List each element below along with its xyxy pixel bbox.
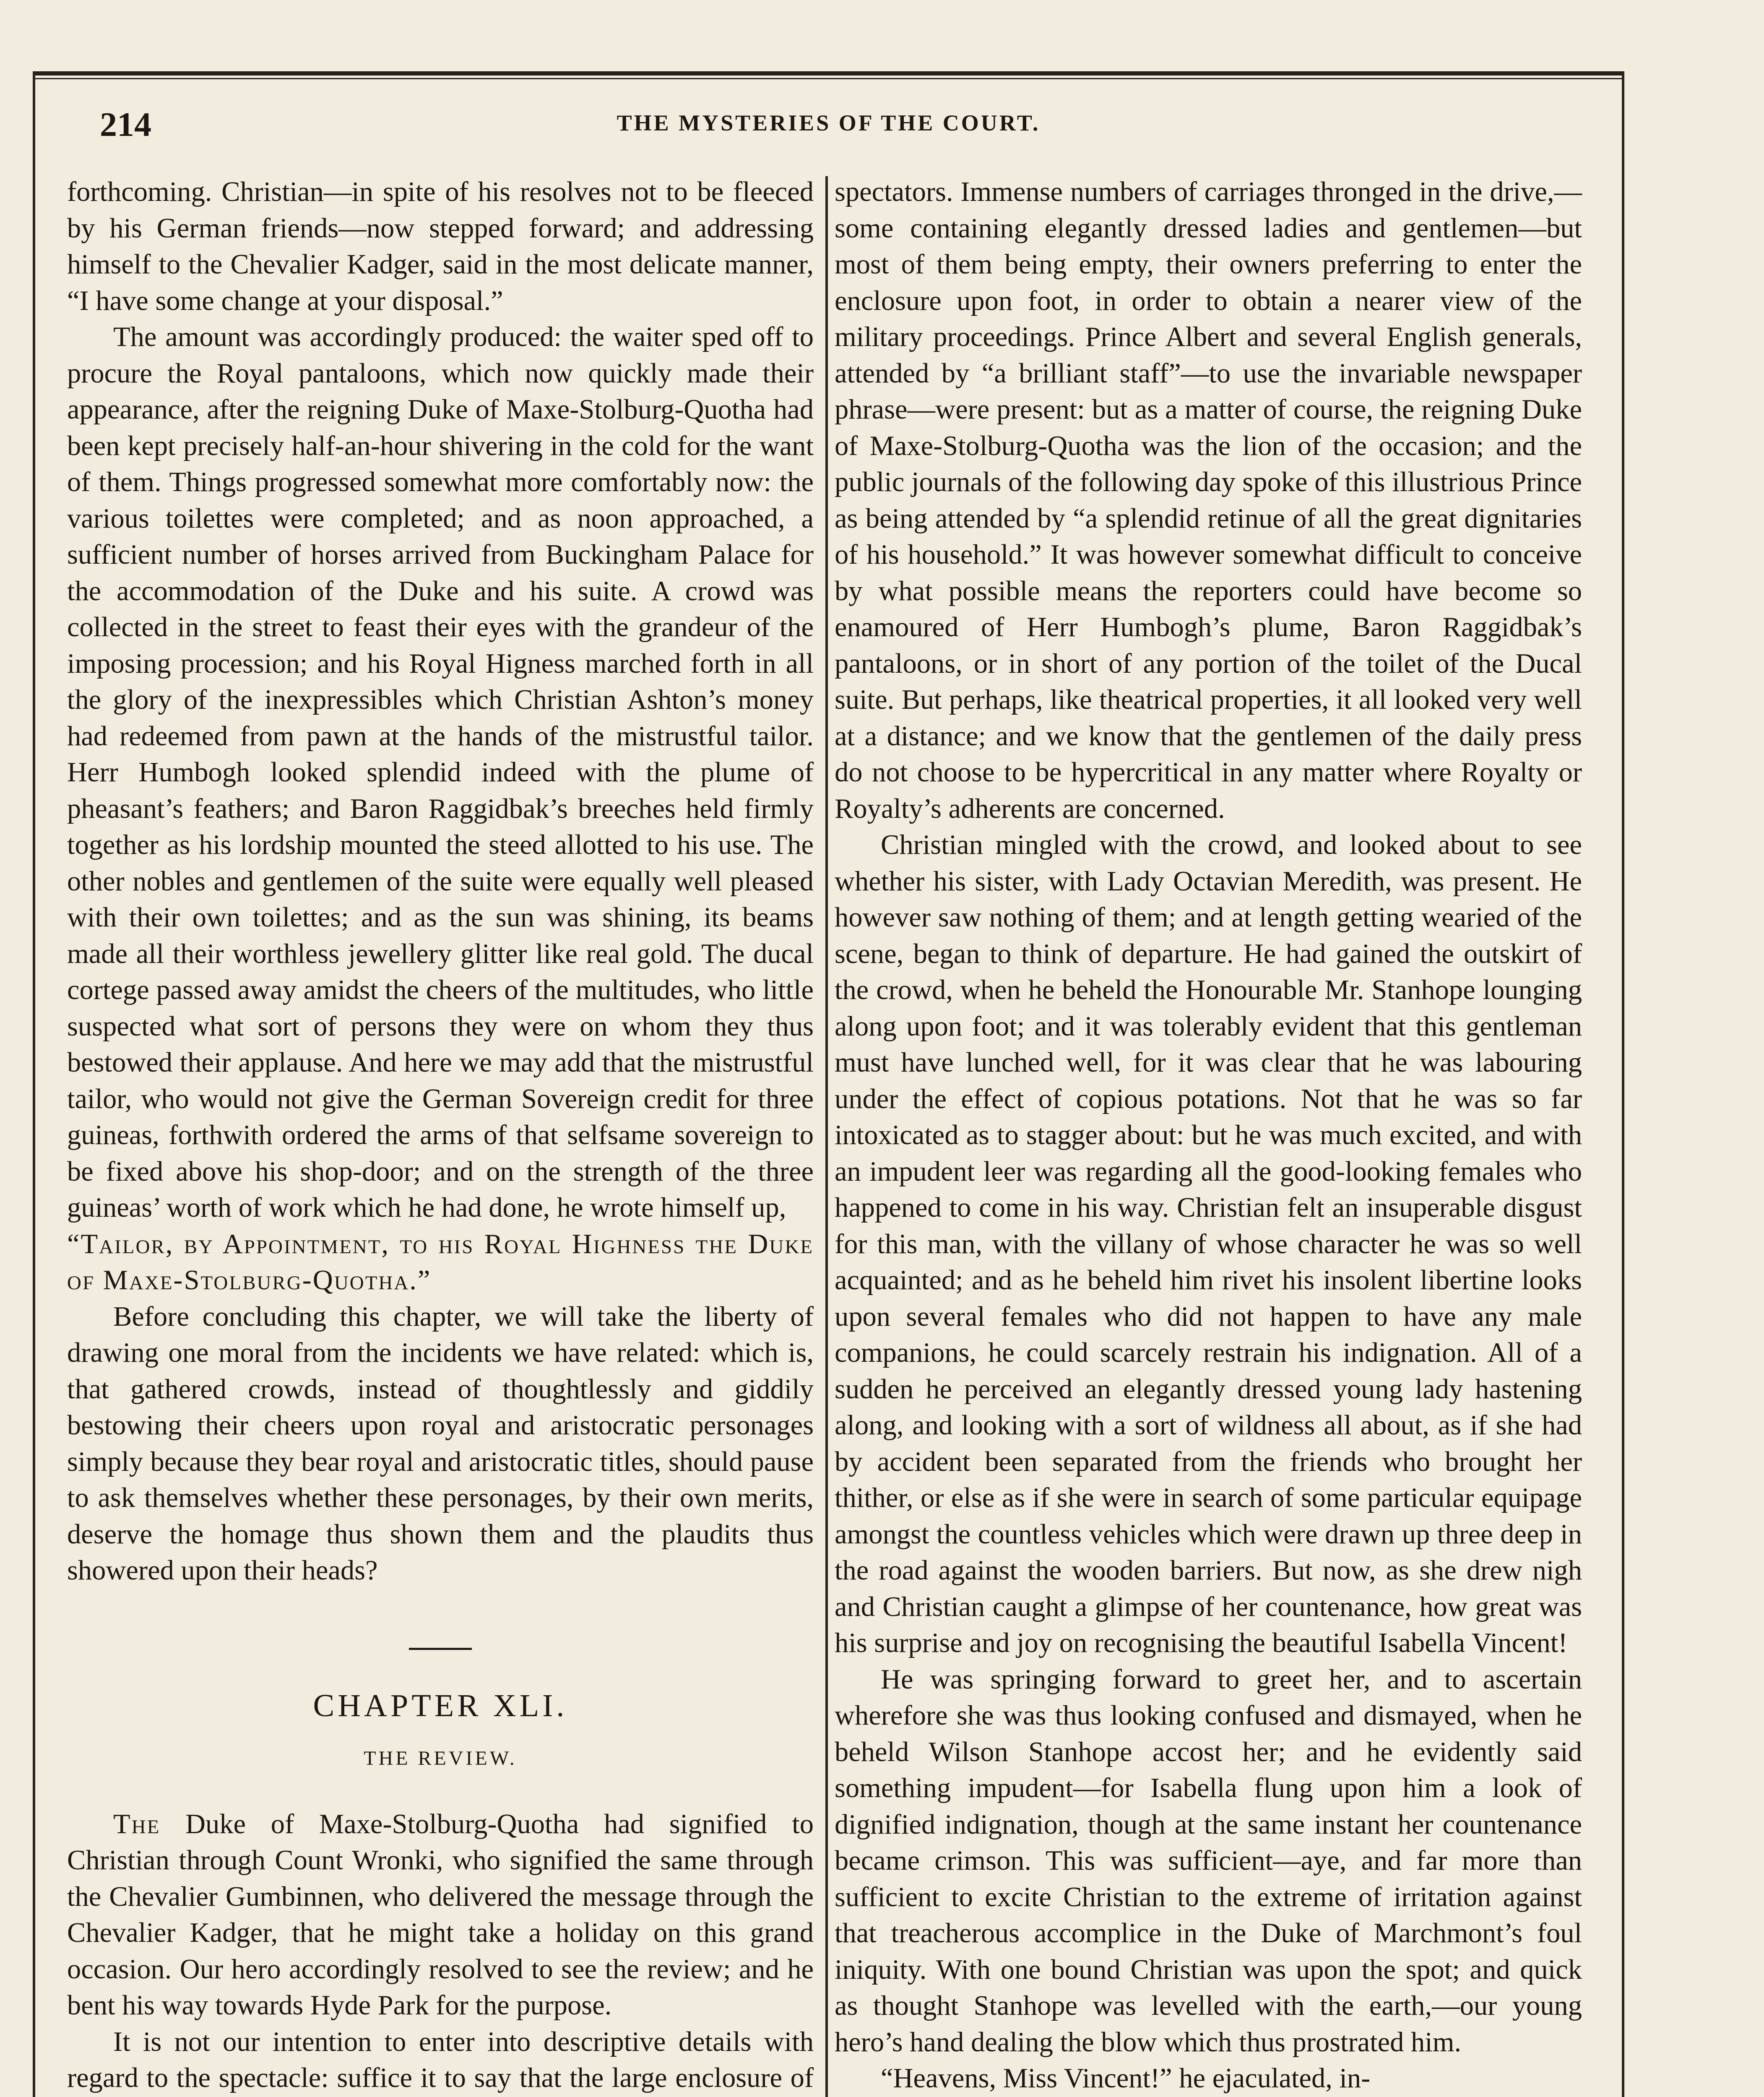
left-column [67,174,814,2097]
paragraph: It is not our intention to enter into descriptive details with regard to the spectacle: suffice it to say that the large enclosure of [67,2026,814,2093]
paragraph: He was springing forward to greet her, and to ascertain wherefore she was thus looking confused and dismayed, when he beheld Wilson Stanhope accost her; and he evidently said something impudent—for Isabella flung upon him a look of dignified indignation, though at the same instant her countenance became crimson. This was sufficient—aye, and far more than sufficient to excite Christian to the extreme of irritation against that treacherous accomplice in the Duke of Marchmont’s foul iniquity. With one bound Christian was upon the spot; and quick as thought Stanhope was levelled with the earth,—our young hero’s hand dealing the blow which thus prostrated him. [835,1664,1582,2058]
chapter-opening-word: The [113,1808,161,1839]
paragraph: Before concluding this chapter, we will take the liberty of drawing one moral from the incidents we have related: which is, that gathered crowds, instead of thoughtlessly and giddily bestowing their cheers upon royal and aristocratic personages simply because they bear royal and aristocratic titles, should pause to ask themselves whether these personages, by their own merits, deserve the homage thus shown them and the plaudits thus showered upon their heads? [67,1301,814,1586]
page-number: 214 [100,105,151,143]
chapter-subtitle: THE REVIEW. [364,1747,517,1769]
chapter-first-paragraph [67,1806,814,2024]
paragraph: spectators. Immense numbers of carriages thronged in the drive,—some containing elegantly dressed ladies and gentlemen—but most of them being empty, their owners preferring to enter the enclosure upon foot, in order to obtain a nearer view of the military proceedings. Prince Albert and several English generals, attended by “a brilliant staff”—to use the invariable newspaper phrase—were present: but as a matter of course, the reigning Duke of Maxe-Stolburg-Quotha was the lion of the occasion; and the public journals of the following day spoke of this illustrious Prince as being attended by “a splendid retinue of all the great dignitaries of his household.” It was however somewhat difficult to conceive by what possible means the reporters could have become so enamoured of Herr Humbogh’s plume, Baron Raggidbak’s pantaloons, or in short of any portion of the toilet of the Ducal suite. But perhaps, like theatrical properties, it all looked very well at a distance; and we know that the gentlemen of the daily press do not choose to be hypercritical in any matter where Royalty or Royalty’s adherents are concerned. [835,177,1582,824]
paragraph: forthcoming. Christian—in spite of his resolves not to be fleeced by his German friends—now stepped forward; and addressing himself to the Chevalier Kadger, said in the most delicate manner, “I have some change at your disposal.” [67,177,814,316]
paragraph-text: Duke of Maxe-Stolburg-Quotha had signified to Christian through Count Wronki, who signified the same through the Chevalier Gumbinnen, who delivered the message through the Chevalier Kadger, that he might take a holiday on this grand occasion. Our hero accordingly resolved to see the review; and he bent his way towards Hyde Park for the purpose. [67,1808,814,2021]
paragraph: Christian mingled with the crowd, and looked about to see whether his sister, with Lady Octavian Meredith, was present. He however saw nothing of them; and at length getting wearied of the scene, began to think of departure. He had gained the outskirt of the crowd, when he beheld the Honourable Mr. Stanhope lounging along upon foot; and it was tolerably evident that this gentleman must have lunched well, for it was clear that he was labouring under the effect of copious potations. Not that he was so far intoxicated as to stagger about: but he was much excited, and with an impudent leer was regarding all the good-looking females who happened to come in his way. Christian felt an insuperable disgust for this man, with the villany of whose character he was so well acquainted; and as he beheld him rivet his insolent libertine looks upon several females who did not happen to have any male companions, he could scarcely restrain his indignation. All of a sudden he perceived an elegantly dressed young lady hastening along, and looking with a sort of wildness all about, as if she had by accident been separated from the friends who brought her thither, or else as if she were in search of some particular equipage amongst the countless vehicles which were drawn up three deep in the road against the wooden barriers. But now, as she drew nigh and Christian caught a glimpse of her countenance, how great was his surprise and joy on recognising the beautiful Isabella Vincent! [835,830,1582,1658]
running-title: THE MYSTERIES OF THE COURT. [617,110,1041,135]
tailor-sign-text: “Tailor, by Appointment, to his Royal Highness the Duke of Maxe-Stolburg-Quotha.” [67,1228,814,1296]
column-divider [825,176,828,2097]
chapter-title: CHAPTER XLI. [313,1688,568,1723]
paragraph: The amount was accordingly produced: the waiter sped off to procure the Royal pantaloons, which now quickly made their appearance, after the reigning Duke of Maxe-Stolburg-Quotha had been kept precisely half-an-hour shivering in the cold for the want of them. Things progressed somewhat more comfortably now: the various toilettes were completed; and as noon approached, a sufficient number of horses arrived from Buckingham Palace for the accommodation of the Duke and his suite. A crowd was collected in the street to feast their eyes with the grandeur of the imposing procession; and his Royal Higness marched forth in all the glory of the inexpressibles which Christian Ashton’s money had redeemed from pawn at the hands of the mistrustful tailor. Herr Humbogh looked splendid indeed with the plume of pheasant’s feathers; and Baron Raggidbak’s breeches held firmly together as his lordship mounted the steed allotted to his use. The other nobles and gentlemen of the suite were equally well pleased with their own toilettes; and as the sun was shining, its beams made all their worthless jewellery glitter like real gold. The ducal cortege passed away amidst the cheers of the multitudes, who little suspected what sort of persons they were on whom they thus bestowed their applause. And here we may add that the mistrustful tailor, who would not give the German Sovereign credit for three guineas, forthwith ordered the arms of that selfsame sovereign to be fixed above his shop-door; and on the strength of the three guineas’ worth of work which he had done, he wrote himself up, [67,322,814,1223]
right-column [835,174,1582,2097]
page-header [33,105,1624,159]
chapter-divider [409,1648,472,1650]
paragraph: “Heavens, Miss Vincent!” he ejaculated, in- [881,2063,1371,2094]
